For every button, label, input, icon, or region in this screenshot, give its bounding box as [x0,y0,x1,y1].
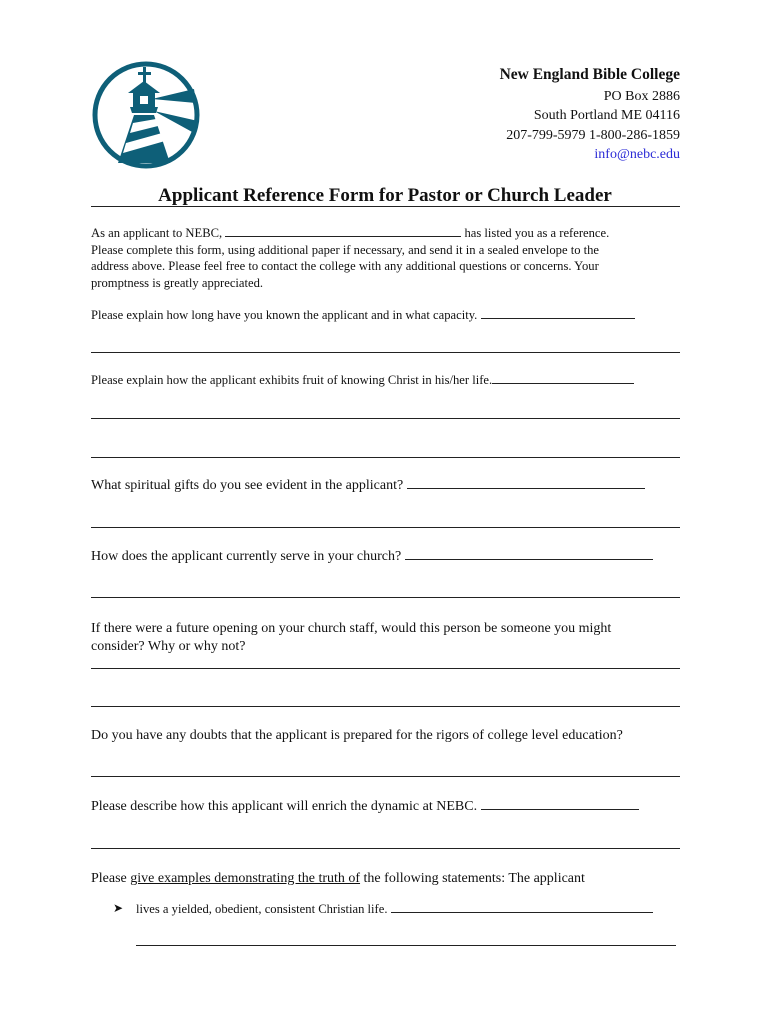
intro-line-2: Please complete this form, using additional paper if necessary, and send it in a sealed envelope to the [91,243,600,257]
statement-text: lives a yielded, obedient, consistent Christian life. [136,902,388,916]
answer-blank[interactable] [481,317,635,319]
answer-blank[interactable] [492,382,634,384]
question-text: How does the applicant currently serve in your church? [91,549,402,564]
college-name: New England Bible College [499,66,680,83]
question-6: Do you have any doubts that the applicant is prepared for the rigors of college level education? [91,728,623,743]
question-5-line-2: consider? Why or why not? [91,639,246,654]
answer-line[interactable] [91,352,680,353]
email-link[interactable]: info@nebc.edu [594,147,680,162]
intro-text: has listed you as a reference. [464,226,610,240]
answer-line[interactable] [91,527,680,528]
question-text: Please explain how the applicant exhibits fruit of knowing Christ in his/her life. [91,373,493,387]
bullet-statement-1 [136,902,653,917]
arrowhead-bullet-icon: ➤ [113,901,124,915]
page-title: Applicant Reference Form for Pastor or Church Leader [158,185,612,206]
question-2 [91,373,634,388]
question-text: What spiritual gifts do you see evident in the applicant? [91,478,404,493]
question-3 [91,478,645,494]
phone-numbers: 207-799-5979 1-800-286-1859 [506,128,680,143]
underlined-text: give examples demonstrating the truth of [130,871,361,886]
question-5-line-1: If there were a future opening on your church staff, would this person be someone you might [91,621,612,636]
answer-line[interactable] [91,776,680,777]
answer-line[interactable] [91,706,680,707]
answer-blank[interactable] [391,911,653,913]
question-7 [91,799,639,815]
title-divider [91,206,680,207]
question-text: Please [91,871,131,886]
question-8 [91,871,585,887]
question-1 [91,308,635,323]
lighthouse-logo [90,59,202,171]
applicant-name-blank[interactable] [225,235,461,237]
answer-blank[interactable] [405,558,653,560]
intro-line-4: promptness is greatly appreciated. [91,276,264,290]
intro-line-1 [91,226,609,241]
question-text: Please describe how this applicant will enrich the dynamic at NEBC. [91,799,478,814]
answer-line[interactable] [91,597,680,598]
intro-text: As an applicant to NEBC, [91,226,223,240]
intro-line-3: address above. Please feel free to contact the college with any additional questions or concerns. Your [91,259,599,273]
answer-blank[interactable] [481,808,639,810]
question-text: the following statements: The applicant [360,871,585,886]
answer-line[interactable] [91,848,680,849]
answer-blank[interactable] [407,487,645,489]
answer-line[interactable] [91,668,680,669]
po-box: PO Box 2886 [603,89,680,104]
answer-line[interactable] [91,457,680,458]
question-text: Please explain how long have you known the applicant and in what capacity. [91,308,478,322]
city-line: South Portland ME 04116 [533,108,680,123]
question-4 [91,549,653,565]
answer-line[interactable] [136,945,676,946]
answer-line[interactable] [91,418,680,419]
